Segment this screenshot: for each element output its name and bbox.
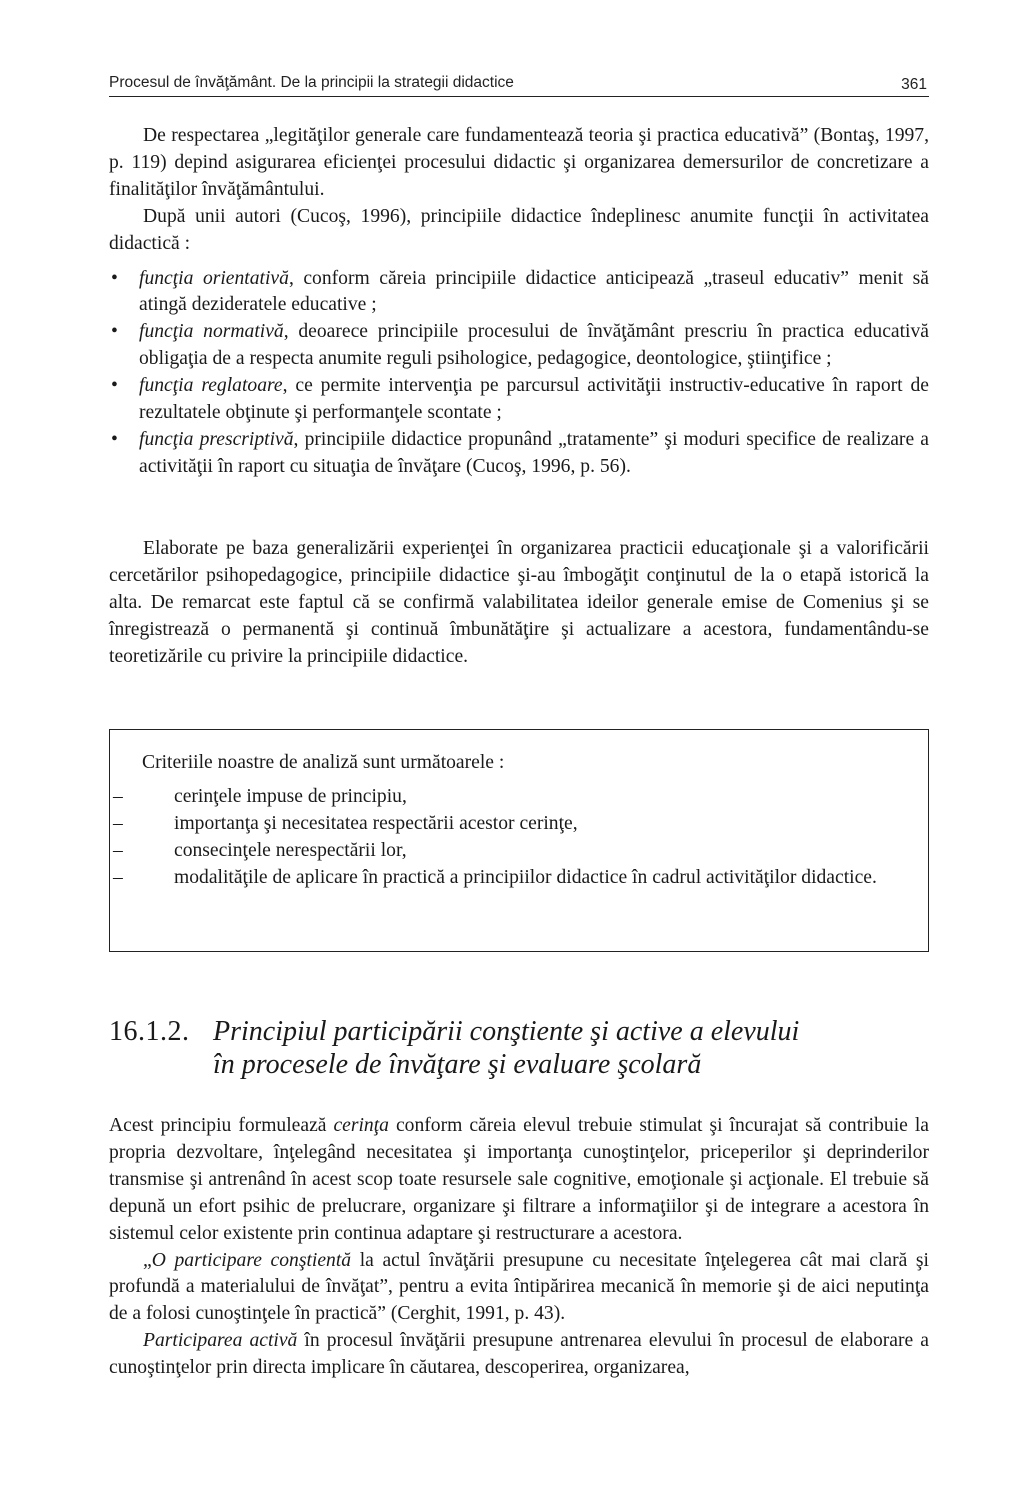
elaboration-paragraph: Elaborate pe baza generalizării experienţei în organizarea practicii educaţionale şi a valorificării cercetărilor psihopedagogice, principiile didactice şi-au îmbogăţit conţinutul de la o etapă istorică la alta. De remarcat este faptul că se confirmă valabilitatea ideilor generale emise de Comenius şi se înregistrează o permanentă şi continuă îmbunătăţire şi actualizare a acestora, fundamentându-se teoretizările cu privire la principiile didactice. [109,538,929,667]
intro-paragraph-2: După unii autori (Cucoş, 1996), principiile didactice îndeplinesc anumite funcţii în activitatea didactică : [109,205,929,254]
function-description: , ce permite intervenţia pe parcursul activităţii instructiv-educative în raport de rezultatele obţinute şi performanţele scontate ; [139,375,929,424]
function-term: funcţia reglatoare [139,375,283,397]
bullet-icon: • [111,375,118,397]
bullet-icon: • [111,321,118,343]
intro-section [109,123,929,481]
dash-icon: – [113,812,123,834]
text-run: în procesul învăţării presupune antrenarea elevului în procesul de elaborare a cunoştinţelor prin directa implicare în căutarea, descoperirea, organizarea, [109,1330,929,1379]
list-item [109,266,929,320]
criteria-intro: Criteriile noastre de analiză sunt următoarele : [142,752,505,773]
criteria-item-text: modalităţile de aplicare în practică a principiilor didactice în cadrul activităţilor didactice. [174,866,877,888]
intro-paragraph-1: De respectarea „legităţilor generale care fundamentează teoria şi practica educativă” (Bontaş, 1997, p. 119) depind asigurarea eficienţei procesului didactic şi organizarea demersurilor de concretizare a finalităţilor învăţământului. [109,125,929,200]
list-item [110,784,902,811]
running-title: Procesul de învăţământ. De la principii la strategii didactice [109,74,514,91]
list-item [110,865,902,892]
principle-paragraph-3 [109,1328,929,1382]
criteria-item-text: consecinţele nerespectării lor, [174,839,407,861]
function-description: , deoarece principiile procesului de învăţământ prescriu în practica educativă obligaţia de a respecta anumite reguli psihologice, pedagogice, deontologice, ştiinţifice ; [139,321,929,370]
text-run: conform căreia elevul trebuie stimulat şi încurajat să contribuie la propria dezvoltare, înţelegând necesitatea şi importanţa cunoştinţelor, priceperilor şi deprinderilor transmise şi antrenând în acest scop toate resursele sale cognitive, emoţionale şi acţionale. El trebuie să depună un efort psihic de prelucrare, organizare şi filtrare a informaţiilor şi de integrare a acestora în sistemul celor existente prin continua adaptare şi restructurare a acestora. [109,1115,929,1244]
criteria-item-text: importanţa şi necesitatea respectării acestor cerinţe, [174,812,578,834]
function-description: , conform căreia principiile didactice anticipează „traseul educativ” menit să atingă dezideratele educative ; [139,267,929,316]
criteria-box [109,729,929,952]
functions-list [109,266,929,481]
dash-icon: – [113,866,123,888]
page-number: 361 [901,76,927,93]
function-term: funcţia orientativă [139,267,289,289]
bullet-icon: • [111,267,118,289]
list-item [110,838,902,865]
criteria-list [110,784,902,892]
emphasis-term: O participare conştientă [151,1249,352,1271]
emphasis-term: cerinţa [333,1115,389,1136]
section-title [213,1015,799,1081]
function-term: funcţia normativă [139,321,284,343]
list-item [110,811,902,838]
text-run: Acest principiu formulează [109,1115,334,1136]
emphasis-term: Participarea activă [143,1330,298,1352]
section-number: 16.1.2. [109,1016,190,1047]
section-title-line-2: în procesele de învăţare şi evaluare şcolară [213,1049,702,1080]
elaboration-section [109,536,929,671]
criteria-item-text: cerinţele impuse de principiu, [174,785,407,807]
dash-icon: – [113,785,123,807]
bullet-icon: • [111,428,118,450]
function-term: funcţia prescriptivă [139,428,294,450]
list-item [109,427,929,481]
principle-paragraph-1 [109,1113,929,1248]
list-item [109,319,929,373]
principle-paragraph-2 [109,1248,929,1329]
function-description: , principiile didactice propunând „tratamente” şi moduri specifice de realizare a activităţii în raport cu situaţia de învăţare (Cucoş, 1996, p. 56). [139,428,929,477]
section-title-line-1: Principiul participării conştiente şi active a elevului [213,1016,800,1047]
principle-section [109,1113,929,1382]
running-header [109,72,929,97]
dash-icon: – [113,839,123,861]
list-item [109,373,929,427]
criteria-content [113,750,902,892]
text-run: la actul învăţării presupune cu necesitate înţelegerea cât mai clară şi profundă a materialului de învăţat”, pentru a evita întipărirea mecanică în memorie şi de aici neputinţa de a folosi cunoştinţele în practică” (Cerghit, 1991, p. 43). [109,1249,929,1325]
open-quote: „ [143,1249,152,1271]
